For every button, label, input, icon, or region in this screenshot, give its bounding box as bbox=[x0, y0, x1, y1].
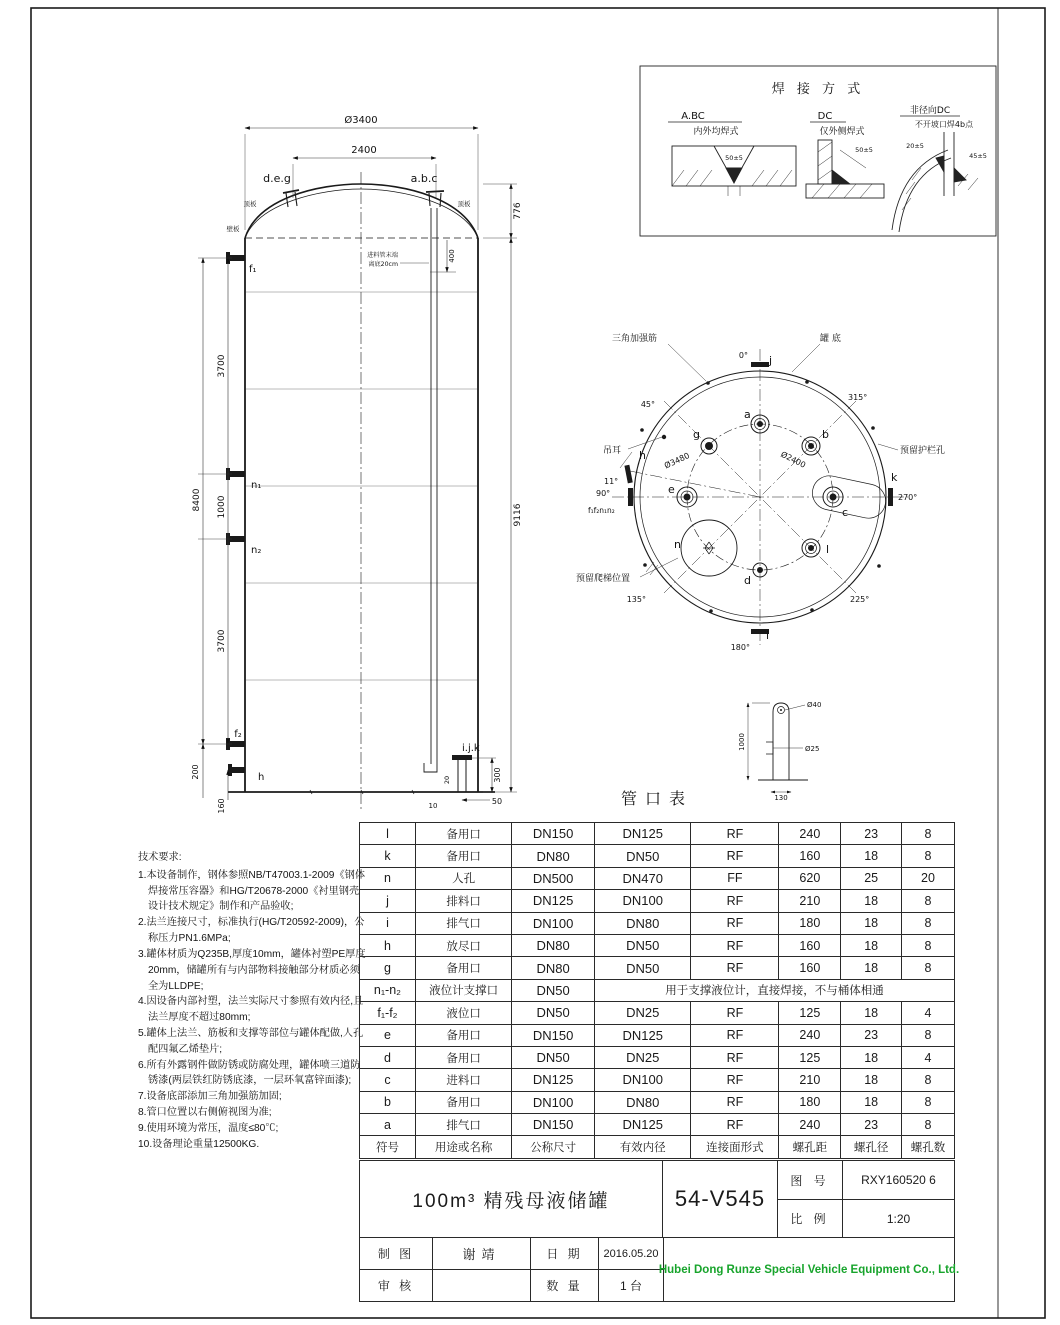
table-cell: b bbox=[360, 1091, 416, 1113]
table-row bbox=[360, 823, 955, 845]
table-row bbox=[360, 867, 955, 889]
table-cell: 18 bbox=[841, 1002, 902, 1024]
label-plate-top-right: 顶板 bbox=[457, 200, 471, 208]
plan-letter-a: a bbox=[744, 408, 751, 421]
table-cell: DN25 bbox=[595, 1002, 691, 1024]
callout-bottom: 罐 底 bbox=[820, 334, 841, 344]
dim-foot: 20 bbox=[443, 775, 451, 785]
dome-stub-abc bbox=[426, 191, 444, 207]
table-cell: DN25 bbox=[595, 1046, 691, 1068]
technical-notes bbox=[138, 850, 368, 1152]
table-row bbox=[360, 1091, 955, 1113]
table-cell: DN125 bbox=[512, 890, 595, 912]
weld-nr-angle2: 45±5 bbox=[969, 152, 987, 160]
table-cell: RF bbox=[691, 1091, 779, 1113]
table-cell: 液位口 bbox=[415, 1002, 511, 1024]
table-row bbox=[360, 1114, 955, 1136]
table-cell: 8 bbox=[901, 890, 954, 912]
weld-d-caption: 仅外侧焊式 bbox=[819, 127, 865, 137]
plan-letter-l: l bbox=[826, 543, 830, 556]
angle-315: 315° bbox=[848, 393, 868, 402]
angle-270: 270° bbox=[898, 493, 918, 502]
plan-letter-d: d bbox=[744, 574, 751, 587]
angle-45: 45° bbox=[640, 400, 655, 409]
quantity-value: 1 台 bbox=[598, 1269, 664, 1302]
detail-dim-height: 1000 bbox=[738, 733, 746, 751]
table-cell: a bbox=[360, 1114, 416, 1136]
table-row bbox=[360, 1069, 955, 1091]
table-cell: 放尽口 bbox=[415, 934, 511, 956]
table-cell: l bbox=[360, 823, 416, 845]
table-cell: 18 bbox=[841, 890, 902, 912]
table-row bbox=[360, 1002, 955, 1024]
plan-letter-i: i bbox=[766, 629, 770, 642]
table-cell: DN50 bbox=[512, 1046, 595, 1068]
table-cell: 备用口 bbox=[415, 1046, 511, 1068]
plan-letter-e: e bbox=[668, 483, 675, 496]
table-cell: 8 bbox=[901, 823, 954, 845]
drawn-by-label: 制 图 bbox=[359, 1237, 433, 1270]
table-cell: 备用口 bbox=[415, 1091, 511, 1113]
table-cell: RF bbox=[691, 934, 779, 956]
label-f2: f₂ bbox=[234, 729, 242, 740]
plan-letter-b: b bbox=[822, 428, 829, 441]
plan-left-group: f₁f₂n₁n₂ bbox=[588, 506, 615, 515]
dim-f2-bottom: 200 bbox=[191, 764, 200, 780]
dim-diameter: Ø3400 bbox=[344, 115, 378, 126]
pipe-table bbox=[359, 822, 955, 1159]
angle-225: 225° bbox=[850, 595, 870, 604]
table-cell: 排料口 bbox=[415, 890, 511, 912]
dim-ijk-height: 300 bbox=[493, 767, 502, 783]
table-cell: DN80 bbox=[512, 934, 595, 956]
angle-135: 135° bbox=[626, 595, 646, 604]
table-cell: RF bbox=[691, 823, 779, 845]
plan-letter-n: n bbox=[674, 538, 681, 551]
dim-dome-height: 776 bbox=[513, 202, 523, 220]
table-cell: 4 bbox=[901, 1046, 954, 1068]
table-cell: DN80 bbox=[512, 957, 595, 979]
table-cell: 18 bbox=[841, 912, 902, 934]
label-n1: n₁ bbox=[251, 480, 262, 491]
weld-nr-caption: 不开坡口焊4b点 bbox=[914, 120, 974, 129]
table-cell: 160 bbox=[779, 957, 841, 979]
title-block bbox=[359, 1160, 960, 1302]
dim-seg2: 1000 bbox=[217, 495, 227, 519]
dim-ijk-offset: 50 bbox=[491, 797, 503, 806]
tech-note-item: 8.管口位置以右侧俯视图为准; bbox=[138, 1107, 272, 1118]
pipe-table-title: 管口表 bbox=[620, 791, 693, 808]
table-cell: DN150 bbox=[512, 1114, 595, 1136]
table-cell: 进料口 bbox=[415, 1069, 511, 1091]
table-cell: RF bbox=[691, 912, 779, 934]
dim-top-circle: 2400 bbox=[351, 145, 377, 156]
table-cell: 螺孔径 bbox=[841, 1136, 902, 1158]
table-cell: RF bbox=[691, 1046, 779, 1068]
table-header-row bbox=[360, 1136, 955, 1158]
drawn-by-value: 谢靖 bbox=[432, 1237, 531, 1270]
weld-d-angle: 50±5 bbox=[855, 146, 873, 154]
table-cell: RF bbox=[691, 1069, 779, 1091]
table-cell: 符号 bbox=[360, 1136, 416, 1158]
weld-nr-angle1: 20±5 bbox=[906, 142, 924, 150]
plan-dim-outer: Ø3480 bbox=[662, 451, 691, 471]
table-row bbox=[360, 979, 955, 1001]
table-row bbox=[360, 1046, 955, 1068]
quantity-label: 数 量 bbox=[530, 1269, 599, 1302]
dim-tube-top: 400 bbox=[448, 249, 456, 263]
table-cell: h bbox=[360, 934, 416, 956]
table-cell: e bbox=[360, 1024, 416, 1046]
table-row bbox=[360, 890, 955, 912]
table-cell: 8 bbox=[901, 957, 954, 979]
weld-nr-label: 非径向DC bbox=[909, 106, 951, 116]
plan-dim-circle: Ø2400 bbox=[779, 449, 808, 470]
table-cell: 620 bbox=[779, 867, 841, 889]
tube-note-line2: 离底20cm bbox=[368, 261, 398, 268]
tech-notes-title: 技术要求: bbox=[138, 852, 182, 863]
table-cell: DN150 bbox=[512, 1024, 595, 1046]
table-cell: 240 bbox=[779, 823, 841, 845]
label-h: h bbox=[258, 772, 265, 783]
table-cell: 210 bbox=[779, 890, 841, 912]
weld-abc-angle: 50±5 bbox=[725, 154, 743, 162]
rim-stubs bbox=[624, 362, 893, 634]
table-cell: RF bbox=[691, 957, 779, 979]
table-cell: DN125 bbox=[595, 1114, 691, 1136]
table-cell: 连接面形式 bbox=[691, 1136, 779, 1158]
angle-0: 0° bbox=[738, 351, 748, 360]
equipment-tag: 54-V545 bbox=[662, 1160, 778, 1238]
table-cell: DN500 bbox=[512, 867, 595, 889]
callout-rail: 预留护栏孔 bbox=[900, 446, 946, 456]
table-cell: 18 bbox=[841, 845, 902, 867]
table-cell: d bbox=[360, 1046, 416, 1068]
label-ijk: i.j.k bbox=[462, 743, 480, 754]
tech-note-item: 2.法兰连接尺寸，标准执行(HG/T20592-2009)，公称压力PN1.6MPa; bbox=[138, 917, 365, 945]
label-n2: n₂ bbox=[251, 545, 262, 556]
table-cell: DN50 bbox=[595, 845, 691, 867]
table-row bbox=[360, 1024, 955, 1046]
weld-abc-caption: 内外均焊式 bbox=[693, 127, 739, 137]
table-cell: 4 bbox=[901, 1002, 954, 1024]
table-row bbox=[360, 845, 955, 867]
weld-detail-nonradial bbox=[892, 104, 987, 232]
table-cell: g bbox=[360, 957, 416, 979]
detail-dim-width: 130 bbox=[774, 794, 788, 802]
plan-letter-g: g bbox=[693, 428, 700, 441]
tech-note-item: 10.设备理论重量12500KG. bbox=[138, 1138, 260, 1150]
label-deg: d.e.g bbox=[263, 172, 291, 185]
table-cell: RF bbox=[691, 1024, 779, 1046]
scale-label: 比 例 bbox=[777, 1199, 843, 1238]
detail-note2: Ø25 bbox=[805, 745, 820, 753]
table-cell: 螺孔距 bbox=[779, 1136, 841, 1158]
label-f1: f₁ bbox=[249, 264, 257, 275]
plan-nozzles bbox=[677, 415, 889, 577]
table-cell: 用途或名称 bbox=[415, 1136, 511, 1158]
table-cell: 160 bbox=[779, 934, 841, 956]
table-cell: DN125 bbox=[595, 1024, 691, 1046]
table-cell: DN80 bbox=[595, 1091, 691, 1113]
dim-total: 8400 bbox=[192, 488, 202, 512]
table-cell: 8 bbox=[901, 845, 954, 867]
table-cell: 备用口 bbox=[415, 823, 511, 845]
tech-note-item: 5.罐体上法兰、筋板和支撑等部位与罐体配做,人孔配四氟乙烯垫片; bbox=[138, 1027, 364, 1055]
table-cell: DN80 bbox=[595, 912, 691, 934]
table-row bbox=[360, 957, 955, 979]
table-cell: i bbox=[360, 912, 416, 934]
label-plate-top-left: 顶板 bbox=[243, 200, 257, 208]
tech-note-item: 9.使用环境为常压，温度≤80℃; bbox=[138, 1122, 279, 1134]
table-cell: 18 bbox=[841, 1046, 902, 1068]
table-cell: DN50 bbox=[595, 934, 691, 956]
weld-abc-label: A.BC bbox=[681, 111, 705, 122]
table-cell: 用于支撑液位计，直接焊接，不与桶体相通 bbox=[595, 979, 955, 1001]
tube-note-line1: 进料管末端 bbox=[367, 252, 398, 259]
table-cell: 180 bbox=[779, 1091, 841, 1113]
plan-letter-h: h bbox=[639, 449, 646, 462]
table-cell: 8 bbox=[901, 1069, 954, 1091]
dim-shell-height: 9116 bbox=[513, 503, 523, 527]
table-cell: RF bbox=[691, 845, 779, 867]
table-cell: RF bbox=[691, 890, 779, 912]
table-cell: DN125 bbox=[595, 823, 691, 845]
elevation-view bbox=[191, 114, 523, 814]
table-cell: 8 bbox=[901, 1114, 954, 1136]
table-cell: 125 bbox=[779, 1046, 841, 1068]
table-cell: 20 bbox=[901, 867, 954, 889]
table-cell: 180 bbox=[779, 912, 841, 934]
side-nozzles bbox=[226, 252, 245, 776]
table-cell: DN50 bbox=[512, 979, 595, 1001]
table-cell: DN100 bbox=[512, 912, 595, 934]
table-cell: 8 bbox=[901, 934, 954, 956]
date-label: 日 期 bbox=[530, 1237, 599, 1270]
callout-lug: 吊耳 bbox=[603, 446, 622, 456]
weld-detail-d bbox=[806, 111, 884, 198]
tech-note-item: 3.罐体材质为Q235B,厚度10mm，罐体衬塑PE厚度20mm，储罐所有与内部物料接触部分材质必须全为LLDPE; bbox=[138, 948, 366, 992]
table-cell: 8 bbox=[901, 1024, 954, 1046]
table-row bbox=[360, 934, 955, 956]
table-cell: DN100 bbox=[595, 890, 691, 912]
table-cell: 8 bbox=[901, 912, 954, 934]
table-cell: 240 bbox=[779, 1024, 841, 1046]
table-cell: j bbox=[360, 890, 416, 912]
date-value: 2016.05.20 bbox=[598, 1237, 664, 1270]
angle-90: 90° bbox=[596, 489, 611, 498]
table-cell: 螺孔数 bbox=[901, 1136, 954, 1158]
angle-11: 11° bbox=[604, 477, 619, 486]
table-cell: DN50 bbox=[595, 957, 691, 979]
tech-note-item: 4.因设备内部衬塑，法兰实际尺寸参照有效内径,且法兰厚度不超过80mm; bbox=[138, 996, 364, 1024]
company-name: Hubei Dong Runze Special Vehicle Equipment Co., Ltd. bbox=[663, 1237, 955, 1302]
table-cell: 18 bbox=[841, 1091, 902, 1113]
table-cell: DN100 bbox=[595, 1069, 691, 1091]
table-cell: 公称尺寸 bbox=[512, 1136, 595, 1158]
label-plate-wall: 壁板 bbox=[226, 225, 240, 233]
table-cell: DN470 bbox=[595, 867, 691, 889]
drawing-title: 100m³ 精残母液储罐 bbox=[359, 1160, 663, 1238]
plan-letter-c: c bbox=[842, 506, 849, 519]
table-cell: RF bbox=[691, 1002, 779, 1024]
table-cell: 备用口 bbox=[415, 1024, 511, 1046]
tech-note-item: 7.设备底部添加三角加强筋加固; bbox=[138, 1091, 282, 1103]
table-cell: 23 bbox=[841, 1024, 902, 1046]
weld-title: 焊 接 方 式 bbox=[771, 82, 865, 97]
table-cell: 125 bbox=[779, 1002, 841, 1024]
table-cell: f₁-f₂ bbox=[360, 1002, 416, 1024]
plan-letter-j: j bbox=[769, 354, 773, 367]
callout-ladder: 预留爬梯位置 bbox=[576, 574, 631, 584]
table-cell: RF bbox=[691, 1114, 779, 1136]
detail-note1: Ø40 bbox=[807, 701, 822, 709]
table-cell: 18 bbox=[841, 1069, 902, 1091]
dim-plate: 10 bbox=[428, 802, 438, 810]
plan-view bbox=[576, 332, 945, 652]
table-row bbox=[360, 912, 955, 934]
table-cell: 备用口 bbox=[415, 957, 511, 979]
tech-note-item: 6.所有外露钢件做防锈或防腐处理，罐体喷三道防锈漆(两层铁红防锈底漆，一层环氧富锌面漆); bbox=[138, 1059, 361, 1087]
table-cell: 240 bbox=[779, 1114, 841, 1136]
table-cell: 23 bbox=[841, 1114, 902, 1136]
checked-by-label: 审 核 bbox=[359, 1269, 433, 1302]
plan-letter-k: k bbox=[891, 471, 898, 484]
table-cell: DN50 bbox=[512, 1002, 595, 1024]
table-cell: 排气口 bbox=[415, 912, 511, 934]
callout-rib: 三角加强筋 bbox=[612, 334, 658, 344]
table-cell: 有效内径 bbox=[595, 1136, 691, 1158]
tech-notes-list bbox=[138, 868, 368, 1153]
dim-seg3: 3700 bbox=[217, 629, 227, 653]
drawing-no-label: 图 号 bbox=[777, 1160, 843, 1200]
table-cell: 160 bbox=[779, 845, 841, 867]
dim-seg1: 3700 bbox=[217, 354, 227, 378]
weld-d-label: DC bbox=[817, 111, 833, 122]
table-cell: n₁-n₂ bbox=[360, 979, 416, 1001]
table-cell: 8 bbox=[901, 1091, 954, 1113]
table-cell: n bbox=[360, 867, 416, 889]
weld-detail-abc bbox=[668, 111, 796, 196]
table-cell: DN80 bbox=[512, 845, 595, 867]
label-abc: a.b.c bbox=[410, 172, 438, 185]
drawing-no-value: RXY160520 6 bbox=[842, 1160, 955, 1200]
table-cell: 液位计支撑口 bbox=[415, 979, 511, 1001]
weld-detail-box bbox=[640, 66, 996, 236]
table-cell: k bbox=[360, 845, 416, 867]
table-cell: 18 bbox=[841, 957, 902, 979]
table-cell: DN125 bbox=[512, 1069, 595, 1091]
table-cell: 25 bbox=[841, 867, 902, 889]
table-cell: 18 bbox=[841, 934, 902, 956]
table-cell: 210 bbox=[779, 1069, 841, 1091]
table-cell: c bbox=[360, 1069, 416, 1091]
checked-by-value bbox=[432, 1269, 531, 1302]
scale-value: 1:20 bbox=[842, 1199, 955, 1238]
tech-note-item: 1.本设备制作，钢体参照NB/T47003.1-2009《钢体焊接常压容器》和HG/T20678-2000《衬里钢壳设计技术规定》制作和产品验收; bbox=[138, 869, 366, 913]
dim-h-bottom: 160 bbox=[217, 798, 226, 814]
table-cell: 备用口 bbox=[415, 845, 511, 867]
table-cell: FF bbox=[691, 867, 779, 889]
angle-180: 180° bbox=[730, 643, 750, 652]
table-cell: 排气口 bbox=[415, 1114, 511, 1136]
table-cell: 23 bbox=[841, 823, 902, 845]
table-cell: DN100 bbox=[512, 1091, 595, 1113]
table-cell: DN150 bbox=[512, 823, 595, 845]
table-cell: 人孔 bbox=[415, 867, 511, 889]
